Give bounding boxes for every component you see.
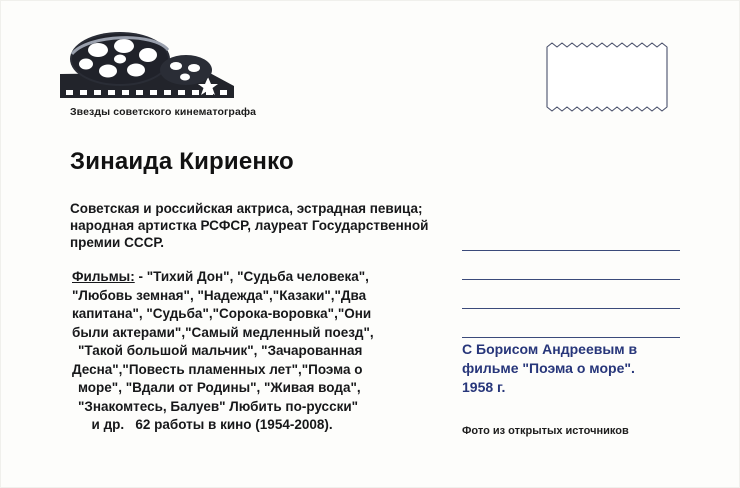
bio-line: премии СССР. [70,235,165,250]
bio-line: Советская и российская актриса, эстрадная певица; [70,201,423,216]
films-line: "Любовь земная", "Надежда","Казаки","Два [72,287,367,303]
stamp-placeholder-icon [544,40,678,118]
source-note: Фото из открытых источников [462,425,629,437]
films-label: Фильмы: [72,269,135,284]
page-title: Зинаида Кириенко [70,148,294,175]
photo-caption-line: 1958 г. [462,379,506,395]
films-text [72,268,440,435]
photo-caption-line: фильме "Поэма о море". [462,360,635,376]
bio-text [70,200,460,251]
films-line: "Такой большой мальчик", "Зачарованная [78,343,363,358]
film-reel-icon [58,28,264,106]
bio-line: народная артистка РСФСР, лауреат Государственной [70,218,429,233]
films-line: были актерами","Самый медленный поезд", [72,324,374,340]
films-line: и др. 62 работы в кино (1954-2008). [84,417,333,432]
films-line: капитана", "Судьба","Сорока-воровка","Они [72,306,372,321]
films-line: Десна","Повесть пламенных лет","Поэма о [72,361,363,377]
films-line: море", "Вдали от Родины", "Живая вода", [78,380,361,395]
emblem-caption: Звезды советского кинематографа [70,106,257,118]
photo-caption [462,340,688,397]
address-line[interactable] [462,222,680,251]
photo-caption-line: С Борисом Андреевым в [462,341,638,357]
films-first-line [72,268,440,287]
address-line[interactable] [462,251,680,280]
address-line[interactable] [462,309,680,338]
address-lines [462,222,680,338]
films-line: - "Тихий Дон", "Судьба человека", [134,269,369,284]
films-line: "Знакомтесь, Балуев" Любить по-русски" [78,398,359,414]
address-line[interactable] [462,280,680,309]
